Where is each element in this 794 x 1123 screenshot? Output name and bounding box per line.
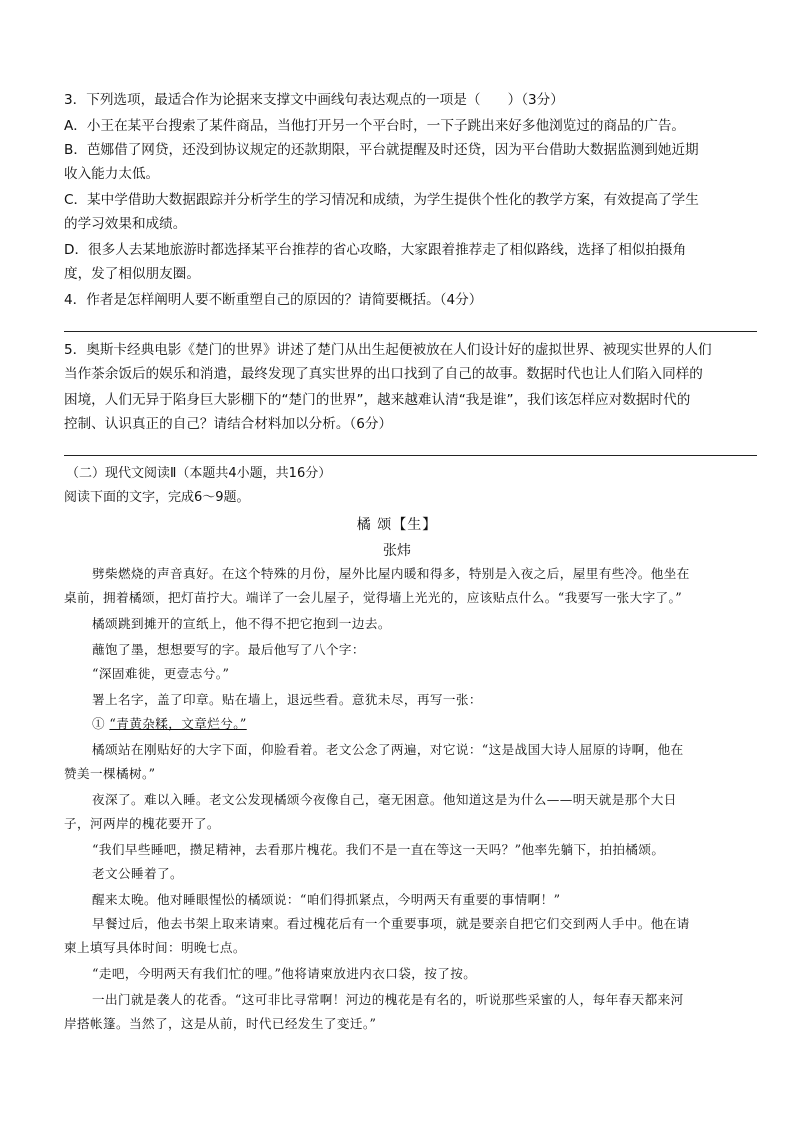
story-p5: 署上名字，盖了印章。贴在墙上，退远些看。意犹未尽，再写一张： <box>92 692 482 707</box>
underlined-sentence: “青黄杂糅，文章烂兮。” <box>109 716 247 731</box>
q5-line2: 当作茶余饭后的娱乐和消遣，最终发现了真实世界的出口找到了自己的故事。数据时代也让人们陷入同样的 <box>64 366 703 382</box>
q3-option-b-line1: B．芭娜借了网贷，还没到协议规定的还款期限，平台就提醒及时还贷，因为平台借助大数据监测到她近期 <box>64 142 699 158</box>
story-p7-line2: 赞美一棵橘树。” <box>64 766 156 781</box>
story-p12-line1: 早餐过后，他去书架上取来请柬。看过槐花后有一个重要事项，就是要亲自把它们交到两人手中。他在请 <box>92 916 690 931</box>
q3-option-c-line2: 的学习效果和成绩。 <box>64 216 187 232</box>
q3-option-b-line2: 收入能力太低。 <box>64 166 160 182</box>
story-p6 <box>92 714 247 734</box>
story-p9: “我们早些睡吧，攒足精神，去看那片槐花。我们不是一直在等这一天吗？”他率先躺下，拍拍橘颂。 <box>92 842 665 857</box>
story-author: 张炜 <box>383 543 411 559</box>
story-p14-line1: 一出门就是袭人的花香。“这可非比寻常啊！河边的槐花是有名的，听说那些采蜜的人，每年春天都来河 <box>92 992 684 1007</box>
q3-option-d-line1: D．很多人去某地旅游时都选择某平台推荐的省心攻略，大家跟着推荐走了相似路线，选择了相似拍摄角 <box>64 242 687 258</box>
story-p11: 醒来太晚。他对睡眼惺忪的橘颂说：“咱们得抓紧点，今明两天有重要的事情啊！” <box>92 892 561 907</box>
story-p7-line1: 橘颂站在刚贴好的大字下面，仰脸看着。老文公念了两遍，对它说：“这是战国大诗人屈原的诗啊，他在 <box>92 742 684 757</box>
answer-line-q4 <box>64 331 757 332</box>
section-instruction: 阅读下面的文字，完成6～9题。 <box>64 490 250 505</box>
story-p4: “深固难徙，更壹志兮。” <box>92 666 230 681</box>
section-header: （二）现代文阅读Ⅱ（本题共4小题，共16分） <box>66 466 332 481</box>
story-p3: 蘸饱了墨，想想要写的字。最后他写了八个字： <box>92 642 365 657</box>
answer-line-q5 <box>64 455 757 456</box>
story-p12-line2: 柬上填写具体时间：明晚七点。 <box>64 940 246 955</box>
q5-line4: 控制、认识真正的自己？请结合材料加以分析。（6分） <box>64 416 393 432</box>
underline-marker-1: ① <box>92 716 105 731</box>
story-p1-line1: 劈柴燃烧的声音真好。在这个特殊的月份，屋外比屋内暖和得多，特别是入夜之后，屋里有些冷。他坐在 <box>92 566 690 581</box>
story-p14-line2: 岸搭帐篷。当然了，这是从前，时代已经发生了变迁。” <box>64 1016 377 1031</box>
q4-stem: 4．作者是怎样阐明人要不断重塑自己的原因的？请简要概括。（4分） <box>64 292 483 308</box>
q5-line1: 5．奥斯卡经典电影《楚门的世界》讲述了楚门从出生起便被放在人们设计好的虚拟世界、被现实世界的人们 <box>64 342 712 358</box>
story-p8-line2: 子，河两岸的槐花要开了。 <box>64 816 220 831</box>
q3-stem: 3．下列选项，最适合作为论据来支撑文中画线句表达观点的一项是（ ）（3分） <box>64 92 564 108</box>
story-p2: 橘颂跳到摊开的宣纸上，他不得不把它抱到一边去。 <box>92 616 391 631</box>
q3-option-c-line1: C．某中学借助大数据跟踪并分析学生的学习情况和成绩，为学生提供个性化的教学方案，有效提高了学生 <box>64 192 699 208</box>
story-p8-line1: 夜深了。难以入睡。老文公发现橘颂今夜像自己，毫无困意。他知道这是为什么——明天就是那个大日 <box>92 792 677 807</box>
story-p13: “走吧，今明两天有我们忙的哩。”他将请柬放进内衣口袋，按了按。 <box>92 966 477 981</box>
story-p10: 老文公睡着了。 <box>92 866 183 881</box>
story-p1-line2: 桌前，拥着橘颂，把灯苗拧大。端详了一会儿屋子，觉得墙上光光的，应该贴点什么。“我要写一张大字了。” <box>64 590 683 605</box>
q3-option-d-line2: 度，发了相似朋友圈。 <box>64 266 200 282</box>
story-title: 橘 颂【生】 <box>356 517 438 533</box>
q3-option-a: A．小王在某平台搜索了某件商品，当他打开另一个平台时，一下子跳出来好多他浏览过的商品的广告。 <box>64 118 686 134</box>
q5-line3: 困境，人们无异于陷身巨大影棚下的“楚门的世界”，越来越难认清“我是谁”，我们该怎样应对数据时代的 <box>64 392 691 408</box>
